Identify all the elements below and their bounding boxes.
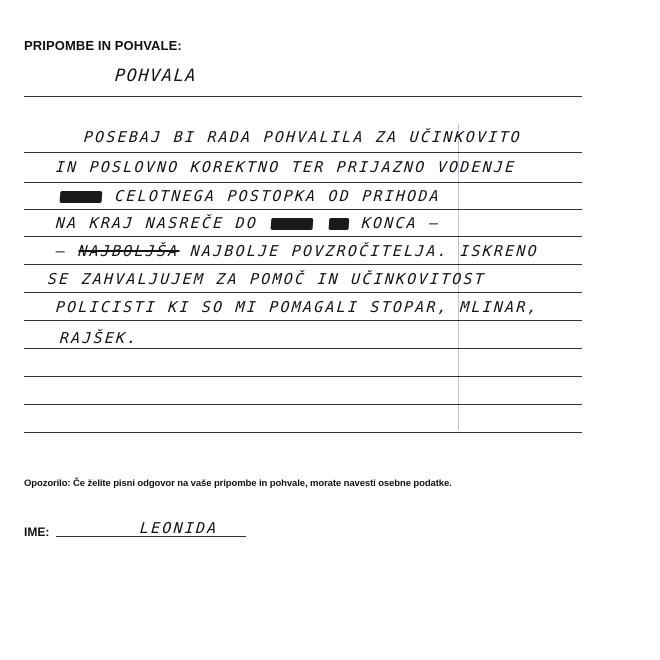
writing-line — [24, 236, 582, 237]
writing-line — [24, 376, 582, 377]
comment-line-3 — [57, 187, 441, 205]
writing-line — [24, 320, 582, 321]
comment-line-8: RAJŠEK. — [59, 329, 140, 347]
comment-line-2: IN POSLOVNO KOREKTNO TER PRIJAZNO VODENJE — [55, 158, 518, 176]
writing-line — [24, 404, 582, 405]
comment-line-5 — [55, 242, 539, 260]
comment-line-4 — [55, 214, 441, 232]
warning-note: Opozorilo: Če želite pisni odgovor na vaše pripombe in pohvale, morate navesti osebne podatke. — [24, 478, 452, 489]
comment-line-1: POSEBAJ BI RADA POHVALILA ZA UČINKOVITO — [83, 128, 523, 146]
name-label: IME: — [24, 525, 50, 539]
comment-line-5-dash: – — [55, 242, 80, 260]
struck-out-word: NAJBOLJŠA — [77, 242, 181, 260]
crossed-out-word — [328, 218, 349, 230]
handwritten-heading: POHVALA — [114, 66, 198, 86]
comment-line-7: POLICISTI KI SO MI POMAGALI STOPAR, MLINAR, — [55, 298, 540, 316]
comment-line-4-text: NA KRAJ NASREČE DO — [55, 214, 259, 232]
writing-line — [24, 264, 582, 265]
crossed-out-word — [271, 218, 314, 230]
writing-line — [24, 96, 582, 97]
name-field-line — [56, 536, 246, 537]
writing-line — [24, 152, 582, 153]
writing-line — [24, 182, 582, 183]
comment-line-3-text: CELOTNEGA POSTOPKA OD PRIHODA — [114, 187, 442, 205]
comment-line-5-text: NAJBOLJE POVZROČITELJA. ISKRENO — [190, 242, 540, 260]
crossed-out-word — [60, 191, 103, 203]
writing-line — [24, 209, 582, 210]
writing-line — [24, 348, 582, 349]
name-field-value: LEONIDA — [139, 519, 220, 537]
form-title: PRIPOMBE IN POHVALE: — [24, 38, 182, 53]
comment-line-6: SE ZAHVALJUJEM ZA POMOČ IN UČINKOVITOST — [47, 270, 487, 288]
writing-line — [24, 432, 582, 433]
writing-line — [24, 292, 582, 293]
comment-line-4-end: KONCA – — [361, 214, 442, 232]
